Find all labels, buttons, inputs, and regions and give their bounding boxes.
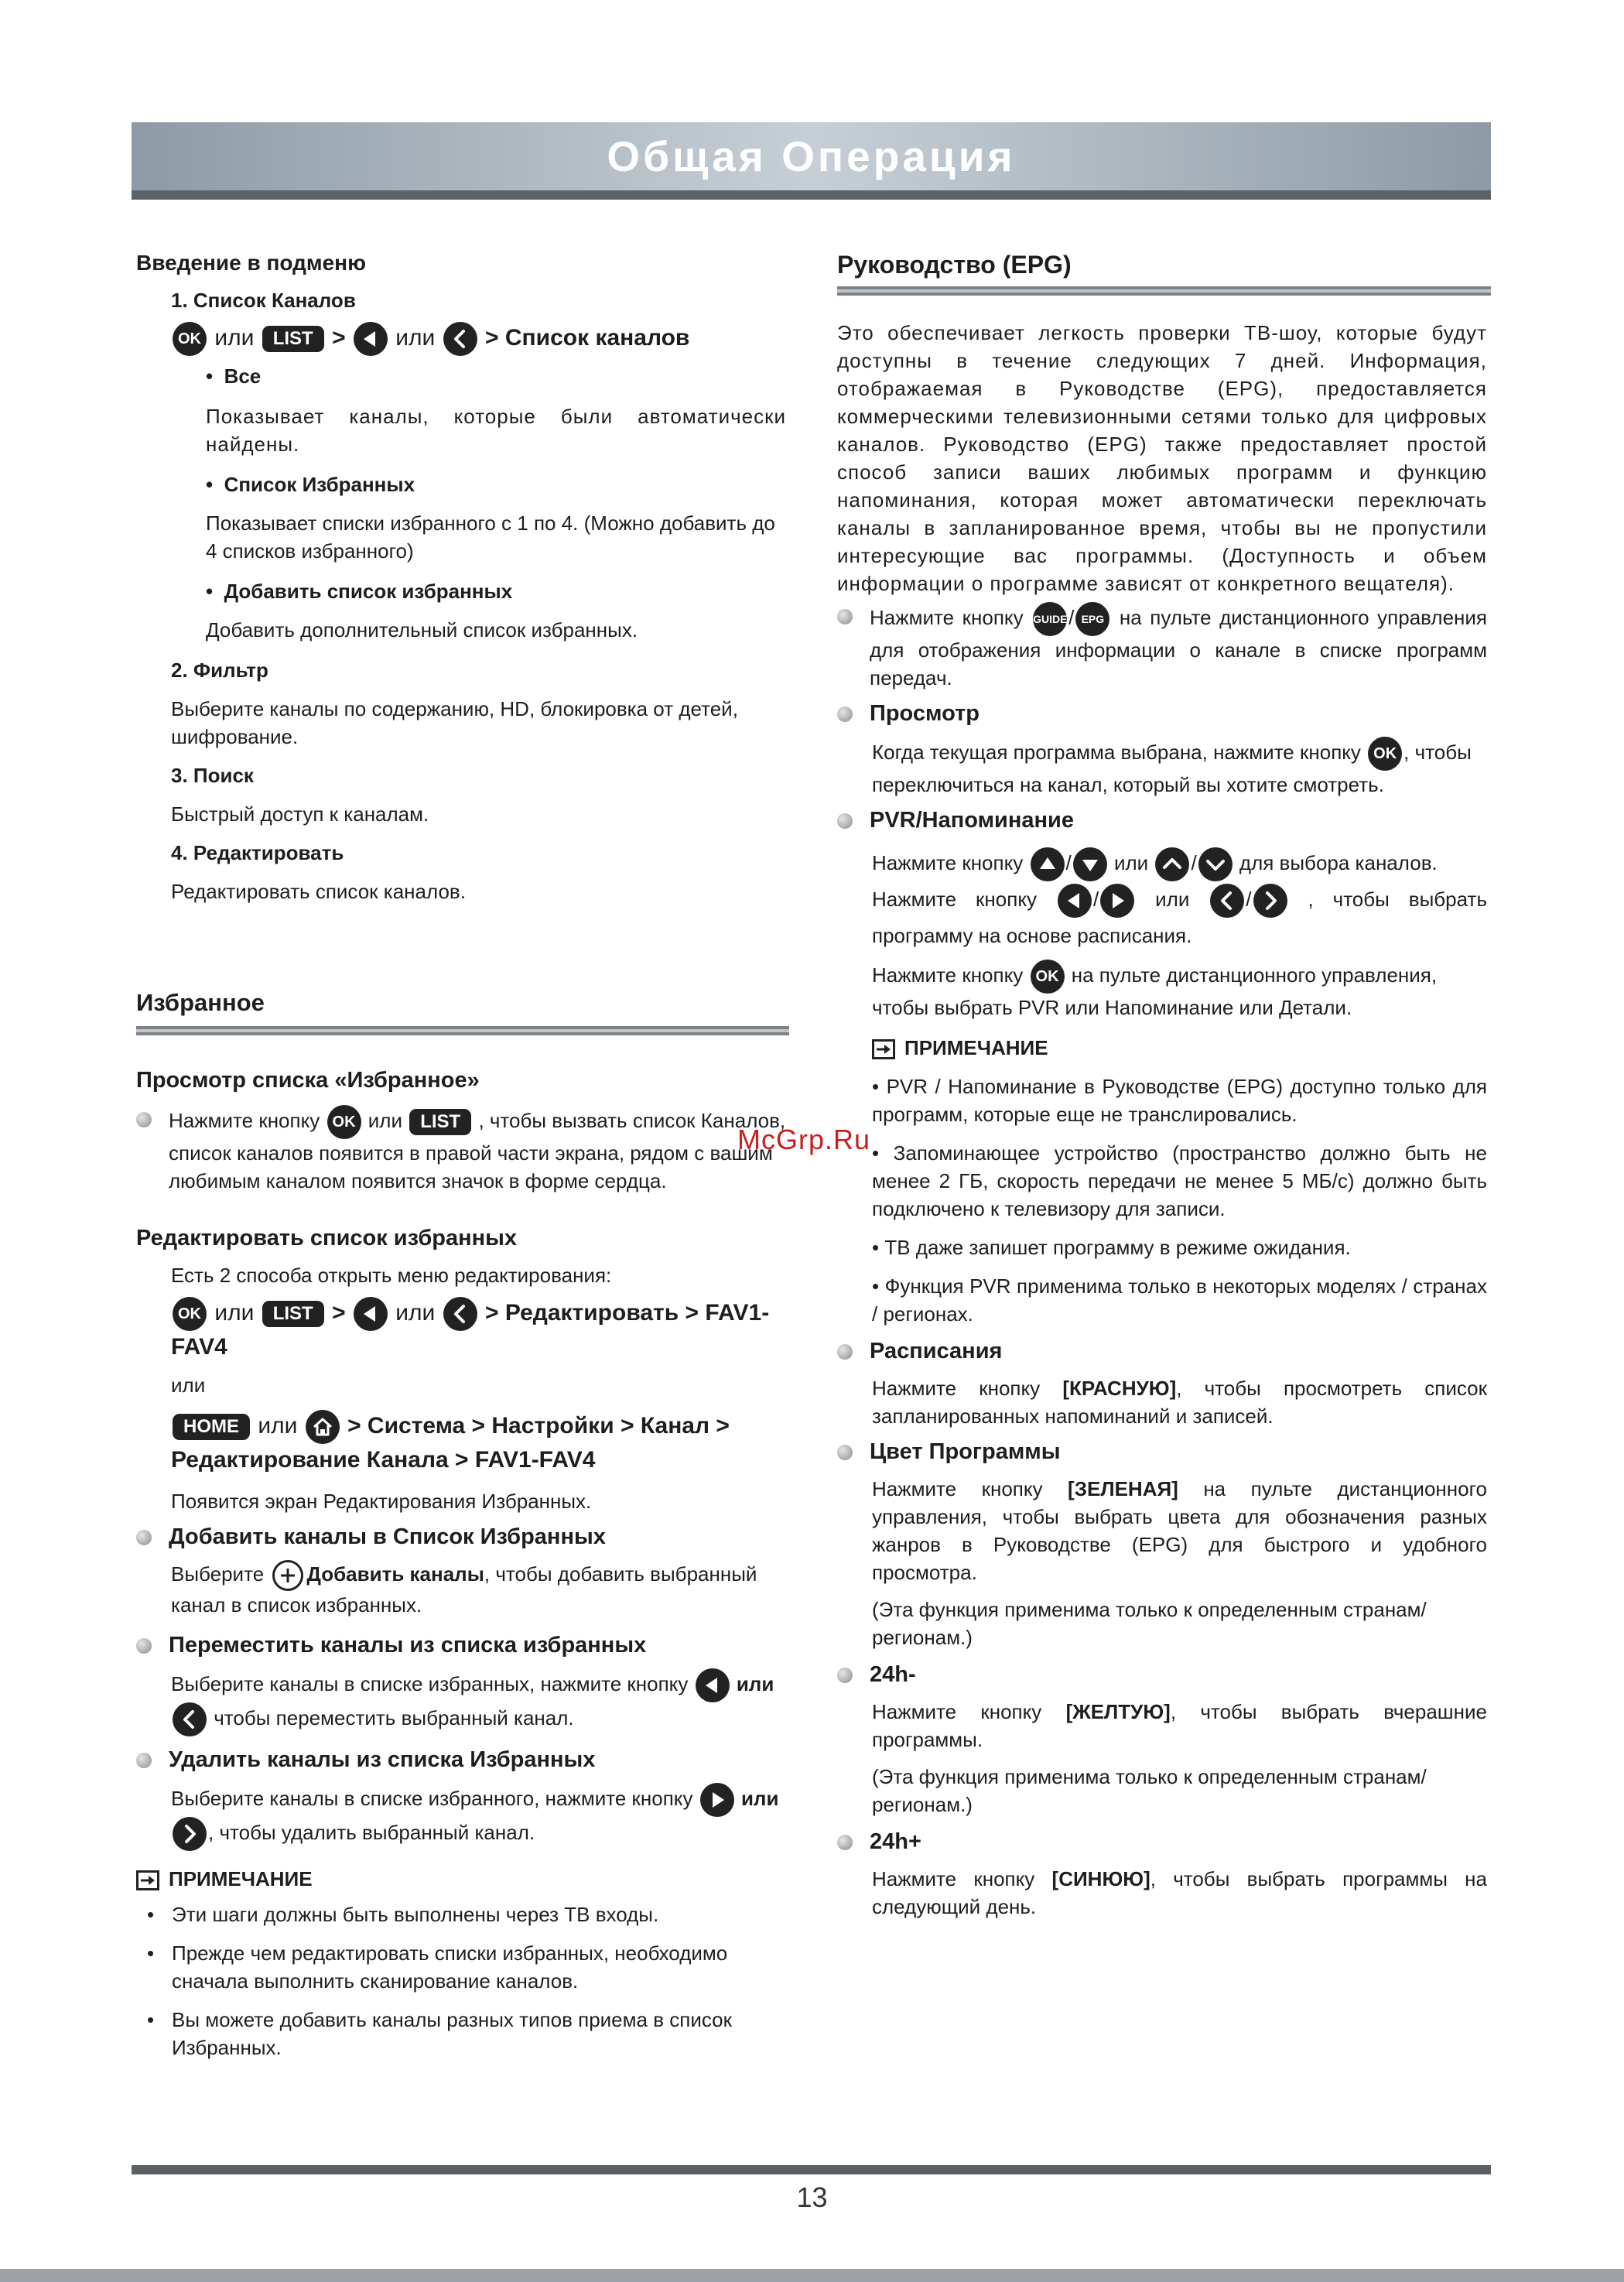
or-text: или — [740, 1787, 779, 1811]
ok-button-icon: OK — [173, 322, 207, 356]
view-fav-pre: Нажмите кнопку — [169, 1108, 320, 1132]
delete-title: Удалить каналы из списка Избранных — [169, 1747, 596, 1773]
left-chevron-icon — [443, 322, 477, 356]
move-text — [171, 1668, 786, 1736]
view-title: Просмотр — [870, 701, 980, 726]
submenu-heading: Введение в подменю — [136, 251, 366, 275]
left-note-0: Эти шаги должны быть выполнены через ТВ входы. — [172, 1903, 659, 1927]
plus-icon — [272, 1560, 303, 1591]
ok-button-icon: OK — [173, 1297, 207, 1331]
left-note-1: Прежде чем редактировать списки избранных, необходимо сначала выполнить сканирование каналов. — [172, 1942, 728, 1993]
list-item: • Эти шаги должны быть выполнены через ТВ входы. — [147, 1901, 786, 1928]
pvr-line-3-pre: Нажмите кнопку — [872, 963, 1024, 987]
color-title: Цвет Программы — [870, 1439, 1061, 1465]
add-fav-text: Добавить дополнительный список избранных. — [206, 618, 638, 642]
list-button-icon: LIST — [262, 1301, 324, 1327]
delete-pre: Выберите каналы в списке избранного, нажмите кнопку — [171, 1787, 693, 1811]
color-key: [ЗЕЛЕНАЯ] — [1068, 1477, 1178, 1501]
all-text: Показывает каналы, которые были автоматически найдены. — [206, 405, 786, 457]
fav-list-title: • Список Избранных — [206, 473, 415, 497]
list-item: • Вы можете добавить каналы разных типов приема в список Избранных. — [147, 2006, 786, 2061]
h24m-text — [872, 1698, 1487, 1753]
footer-rule — [132, 2165, 1491, 2174]
left-triangle-icon — [1058, 884, 1092, 918]
left-note-2: Вы можете добавить каналы разных типов приема в список Избранных. — [172, 2008, 732, 2060]
epg-button-icon: EPG — [1075, 602, 1109, 636]
h24p-post: , чтобы выбрать программы на следующий день. — [872, 1867, 1487, 1919]
color-post: на пульте дистанционного управления, чтобы выбрать цвета для обозначения разных жанров в Руководстве (EPG) для быстрого и удобного просмотра. — [872, 1477, 1487, 1585]
left-triangle-icon — [354, 322, 388, 356]
right-chevron-icon — [173, 1817, 207, 1851]
or-text: или — [214, 1300, 255, 1326]
channel-list-path — [171, 322, 786, 356]
right-triangle-icon — [1100, 884, 1134, 918]
view-post: , чтобы переключиться на канал, который вы хотите смотреть. — [872, 740, 1472, 796]
view-fav-item — [136, 1105, 786, 1195]
left-chevron-icon — [1210, 884, 1244, 918]
bullet-dot-icon — [837, 1445, 853, 1460]
left-chevron-icon — [443, 1297, 477, 1331]
page-title-banner — [132, 122, 1491, 190]
edit-fav-heading: Редактировать список избранных — [136, 1226, 518, 1251]
fav-list-text: Показывает списки избранного с 1 по 4. (Можно добавить до 4 списков избранного) — [206, 511, 775, 563]
list-button-icon: LIST — [409, 1109, 471, 1135]
bullet-dot-icon — [837, 813, 853, 829]
h24m-post: , чтобы выбрать вчерашние программы. — [872, 1700, 1487, 1752]
h24p-key: [СИНЮЮ] — [1051, 1867, 1150, 1891]
guide-post: на пульте дистанционного управления для отображения информации о канале в списке программ передач. — [870, 605, 1487, 689]
right-note-3: • Функция PVR применима только в некоторых моделях / странах / регионах. — [872, 1274, 1487, 1326]
move-item — [136, 1631, 786, 1659]
right-triangle-icon — [700, 1783, 734, 1817]
pvr-line-2-post: , чтобы выбрать программу на основе расписания. — [872, 888, 1487, 948]
slash-text: / — [1068, 605, 1075, 629]
or-text: или — [368, 1108, 402, 1132]
pvr-title: PVR/Напоминание — [870, 808, 1075, 833]
ok-button-icon: OK — [1031, 960, 1065, 994]
edit-path-1-text: > Редактировать > FAV1-FAV4 — [171, 1300, 770, 1360]
edit-screen-text: Появится экран Редактирования Избранных. — [171, 1490, 592, 1514]
ok-button-icon: OK — [1368, 737, 1402, 771]
color-item — [837, 1438, 1487, 1466]
pvr-item — [837, 806, 1487, 834]
h24p-text — [872, 1865, 1487, 1921]
h24m-key: [ЖЕЛТУЮ] — [1065, 1700, 1171, 1724]
delete-item — [136, 1746, 786, 1774]
bullet-dot-icon — [837, 1668, 853, 1683]
all-title-text: Все — [224, 364, 262, 388]
guide-text — [870, 602, 1487, 692]
bullet-dot-icon — [837, 1835, 853, 1850]
add-channels-pre: Выберите — [171, 1562, 265, 1586]
add-channels-title: Добавить каналы в Список Избранных — [169, 1524, 606, 1550]
edit-path-2-text: > Система > Настройки > Канал > Редактирование Канала > FAV1-FAV4 — [171, 1413, 730, 1473]
h24m-title: 24h- — [870, 1662, 916, 1688]
down-triangle-icon — [1073, 847, 1107, 881]
watermark: McGrp.Ru — [737, 1124, 871, 1155]
search-text: Быстрый доступ к каналам. — [171, 802, 429, 826]
or-text: или — [214, 325, 255, 351]
add-channels-text — [171, 1560, 786, 1619]
search-title: 3. Поиск — [171, 764, 254, 788]
view-pre: Когда текущая программа выбрана, нажмите кнопку — [872, 740, 1361, 764]
h24m-item — [837, 1661, 1487, 1688]
slash-text: / — [1246, 888, 1252, 912]
left-triangle-icon — [696, 1668, 730, 1702]
bullet-dot-icon — [136, 1530, 152, 1545]
note-arrow-icon — [872, 1039, 895, 1059]
left-note-title — [136, 1865, 786, 1893]
move-title: Переместить каналы из списка избранных — [169, 1633, 647, 1658]
delete-text — [171, 1783, 786, 1851]
epg-rule — [837, 286, 1491, 296]
or-text: или — [736, 1672, 774, 1696]
h24m-pre: Нажмите кнопку — [872, 1700, 1042, 1724]
schedule-title: Расписания — [870, 1339, 1003, 1364]
ok-button-icon: OK — [327, 1105, 361, 1139]
schedule-item — [837, 1337, 1487, 1365]
home-icon — [306, 1410, 340, 1444]
delete-post: , чтобы удалить выбранный канал. — [208, 1821, 535, 1845]
color-text — [872, 1475, 1487, 1586]
schedule-text — [872, 1374, 1487, 1430]
channel-list-path-text: > Список каналов — [485, 325, 690, 351]
list-item: • Прежде чем редактировать списки избранных, необходимо сначала выполнить сканирование каналов. — [147, 1939, 786, 1995]
filter-title: 2. Фильтр — [171, 659, 268, 683]
gt-text: > — [332, 325, 346, 351]
schedule-post: , чтобы просмотреть список запланированных напоминаний и записей. — [872, 1377, 1487, 1428]
or-text: или — [395, 325, 436, 351]
right-chevron-icon — [1253, 884, 1287, 918]
add-channels-item — [136, 1523, 786, 1551]
left-triangle-icon — [354, 1297, 388, 1331]
pvr-line-1 — [872, 845, 1487, 881]
up-triangle-icon — [1031, 847, 1065, 881]
or-text: или — [1113, 851, 1149, 874]
right-note-title-text: ПРИМЕЧАНИЕ — [904, 1036, 1048, 1060]
move-post: чтобы переместить выбранный канал. — [214, 1706, 574, 1730]
epg-intro: Это обеспечивает легкость проверки ТВ-шоу, которые будут доступны в течение следующих 7 дней. Информация, отображаемая в Руководстве (EPG), предоставляется коммерческими телевизионными сетями только для цифровых каналов. Руководство (EPG) также предоставляет простой способ записи ваших любимых программ и функцию напоминания, которая может автоматически переключать каналы в запланированное время, чтобы вы не пропустили интересующие вас программы. (Доступность и объем информации о программе зависят от конкретного вещателя). — [837, 321, 1487, 595]
view-fav-text — [169, 1105, 786, 1195]
bullet-dot-icon — [136, 1753, 152, 1768]
gt-text: > — [332, 1300, 346, 1326]
view-text — [872, 737, 1487, 799]
pvr-line-1-post: для выбора каналов. — [1239, 851, 1438, 874]
move-pre: Выберите каналы в списке избранных, нажмите кнопку — [171, 1672, 689, 1696]
or-text: или — [258, 1413, 298, 1439]
add-fav-title: • Добавить список избранных — [206, 580, 513, 604]
page-number: 13 — [796, 2181, 828, 2213]
or-line: или — [171, 1374, 206, 1398]
note-arrow-icon — [136, 1870, 159, 1890]
bullet-dot-icon — [136, 1112, 152, 1127]
bottom-strip — [0, 2269, 1624, 2282]
epg-heading: Руководство (EPG) — [837, 251, 1072, 279]
filter-text: Выберите каналы по содержанию, HD, блокировка от детей, шифрование. — [171, 697, 738, 749]
h24p-item — [837, 1828, 1487, 1856]
edit-title: 4. Редактировать — [171, 841, 344, 865]
left-note-title-text: ПРИМЕЧАНИЕ — [169, 1867, 313, 1891]
bullet-dot-icon — [136, 1638, 152, 1654]
add-fav-title-text: Добавить список избранных — [224, 580, 513, 604]
pvr-line-2-pre: Нажмите кнопку — [872, 888, 1037, 912]
pvr-line-3-post: на пульте дистанционного управления, чтобы выбрать PVR или Напоминание или Детали. — [872, 963, 1438, 1020]
h24p-title: 24h+ — [870, 1829, 921, 1855]
view-item — [837, 700, 1487, 727]
pvr-line-3 — [872, 960, 1487, 1021]
guide-button-icon: GUIDE — [1033, 602, 1067, 636]
schedule-pre: Нажмите кнопку — [872, 1377, 1041, 1401]
guide-item — [837, 602, 1487, 692]
right-note-title — [872, 1034, 1487, 1062]
down-chevron-icon — [1198, 847, 1233, 881]
bullet-dot-icon — [837, 706, 853, 722]
list-button-icon: LIST — [262, 326, 324, 352]
or-text: или — [1155, 888, 1190, 912]
slash-text: / — [1092, 888, 1099, 912]
edit-fav-intro: Есть 2 способа открыть меню редактирования: — [171, 1264, 612, 1288]
right-note-1: • Запоминающее устройство (пространство должно быть не менее 2 ГБ, скорость передачи не менее 5 МБ/с) должно быть подключено к телевизору для записи. — [872, 1141, 1487, 1221]
page-title: Общая Операция — [607, 132, 1016, 180]
or-text: или — [395, 1300, 436, 1326]
right-note-0: • PVR / Напоминание в Руководстве (EPG) доступно только для программ, которые еще не транслировались. — [872, 1075, 1487, 1127]
favorites-rule — [136, 1026, 789, 1035]
h24m-note: (Эта функция применима только к определенным странам/регионам.) — [872, 1765, 1427, 1817]
schedule-key: [КРАСНУЮ] — [1062, 1377, 1177, 1401]
left-chevron-icon — [173, 1702, 207, 1736]
home-button-icon: HOME — [173, 1414, 250, 1440]
add-channels-post: , чтобы добавить выбранный канал в список избранных. — [171, 1562, 757, 1617]
view-fav-heading: Просмотр списка «Избранное» — [136, 1068, 480, 1093]
pvr-line-2 — [872, 881, 1487, 953]
pvr-line-1-pre: Нажмите кнопку — [872, 851, 1024, 874]
favorites-heading: Избранное — [136, 989, 265, 1017]
right-note-2: • ТВ даже запишет программу в режиме ожидания. — [872, 1236, 1351, 1260]
add-channels-bold: Добавить каналы — [306, 1562, 484, 1586]
left-notes-list — [136, 1901, 786, 2061]
view-fav-post: , чтобы вызвать список Каналов, список каналов появится в правой части экрана, рядом с вашим любимым каналом появится значок в форме сердца. — [169, 1108, 786, 1193]
left-column — [136, 249, 786, 2061]
title-underline — [132, 190, 1491, 200]
color-pre: Нажмите кнопку — [872, 1477, 1043, 1501]
edit-path-1 — [171, 1297, 786, 1363]
slash-text: / — [1191, 851, 1197, 874]
slash-text: / — [1065, 851, 1072, 874]
h24p-pre: Нажмите кнопку — [872, 1867, 1035, 1891]
up-chevron-icon — [1155, 847, 1189, 881]
right-column — [837, 249, 1487, 1921]
edit-path-2 — [171, 1410, 786, 1476]
fav-list-title-text: Список Избранных — [224, 473, 415, 497]
edit-text: Редактировать список каналов. — [171, 880, 466, 904]
color-note: (Эта функция применима только к определенным странам/регионам.) — [872, 1598, 1427, 1650]
bullet-dot-icon — [837, 1344, 853, 1360]
guide-pre: Нажмите кнопку — [870, 605, 1024, 629]
bullet-dot-icon — [837, 609, 853, 624]
all-title: • Все — [206, 364, 262, 388]
channel-list-title: 1. Список Каналов — [171, 289, 356, 312]
